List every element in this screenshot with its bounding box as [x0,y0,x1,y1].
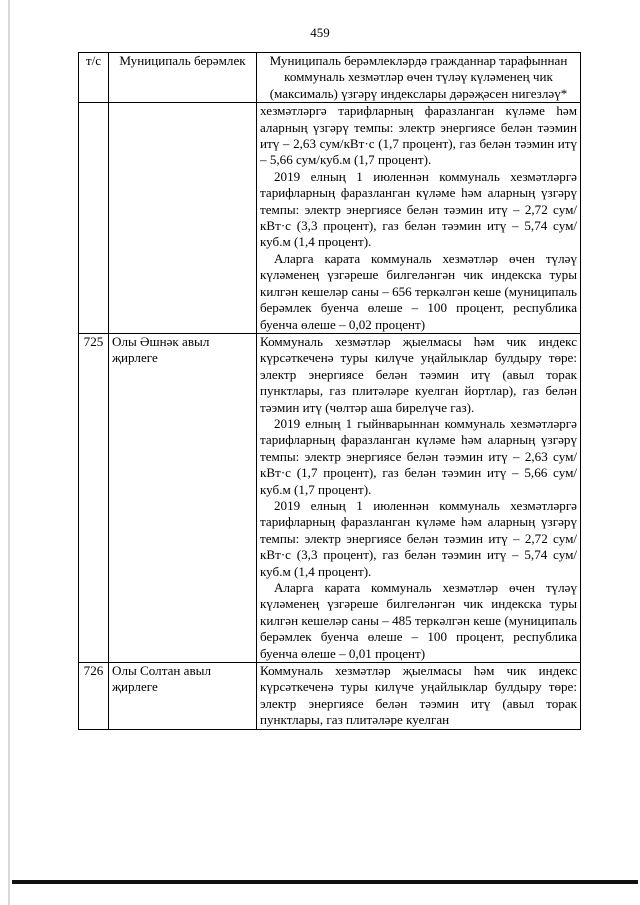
continuation-description-cell [257,103,581,334]
header-num: т/с [79,53,109,103]
paragraph: Аларга карата коммуналь хезмәтләр өчен түләү күләменең үзгәреше билгеләнгән чик индекска туры килгән кешеләр саны – 485 теркәлгән кеше (муниципаль берәмлек буенча өлеше – 100 процент, республика буенча өлеше – 0,01 процент) [260,580,577,661]
description-cell [257,663,581,730]
paragraph: 2019 елның 1 июленнән коммуналь хезмәтләргә тарифларның фаразланган күләме һәм аларның үзгәрү темпы: электр энергиясе белән тәэмин итү – 2,72 сум/кВт·с (3,3 процент), газ белән тәэмин итү – 5,74 сум/куб.м (1,4 процент). [260,168,577,250]
row-number: 726 [79,663,109,730]
continuation-name-cell [109,103,257,334]
paragraph: 2019 елның 1 гыйнварыннан коммуналь хезмәтләргә тарифларның фаразланган күләме һәм аларның үзгәрү темпы: электр энергиясе белән тәэмин итү – 2,63 сум/кВт·с (1,7 процент), газ белән тәэмин итү – 5,66 сум/куб.м (1,7 процент). [260,415,577,497]
table-row [79,663,581,730]
paragraph: хезмәтләргә тарифларның фаразланган күләме һәм аларның үзгәрү темпы: электр энергиясе белән тәэмин итү – 2,63 сум/кВт·с (1,7 процент), газ белән тәэмин итү – 5,66 сум/куб.м (1,7 процент). [260,103,577,168]
description-cell [257,333,581,662]
paragraph: Коммуналь хезмәтләр җыелмасы һәм чик индекс күрсәткеченә туры килүче уңайлыклар булдыру төре: электр энергиясе белән тәэмин итү (авыл торак пунктлары, газ плитәләре куелган йортлар), газ белән тәэмин итү (чөлтәр аша бирелүче газ). [260,333,577,415]
paragraph: Аларга карата коммуналь хезмәтләр өчен түләү күләменең үзгәреше билгеләнгән чик индекска туры килгән кешеләр саны – 656 теркәлгән кеше (муниципаль берәмлек буенча өлеше – 100 процент, республика буенча өлеше – 0,02 процент) [260,250,577,332]
municipality-name: Олы Солтан авыл җирлеге [109,663,257,730]
municipality-name: Олы Әшнәк авыл җирлеге [109,333,257,662]
row-number: 725 [79,333,109,662]
page-number: 459 [310,25,330,40]
paragraph: 2019 елның 1 июленнән коммуналь хезмәтләргә тарифларның фаразланган күләме һәм аларның үзгәрү темпы: электр энергиясе белән тәэмин итү – 2,72 сум/кВт·с (3,3 процент), газ белән тәэмин итү – 5,74 сум/куб.м (1,4 процент). [260,497,577,579]
table-header-row [79,53,581,103]
header-municipality: Муниципаль берәмлек [109,53,257,103]
header-description: Муниципаль берәмлекләрдә гражданнар тарафыннан коммуналь хезмәтләр өчен түләү күләменең чик (максималь) үзгәрү индекслары дәрәҗәсен нигезләү* [257,53,581,103]
table-row [79,333,581,662]
scan-edge-shadow [8,0,10,905]
page-bottom-border [12,880,638,884]
indices-table [78,52,581,730]
paragraph: Коммуналь хезмәтләр җыелмасы һәм чик индекс күрсәткеченә туры килүче уңайлыклар булдыру төре: электр энергиясе белән тәэмин итү (авыл торак пунктлары, газ плитәләре куелган [260,663,577,728]
table-row-continuation [79,103,581,334]
continuation-num-cell [79,103,109,334]
